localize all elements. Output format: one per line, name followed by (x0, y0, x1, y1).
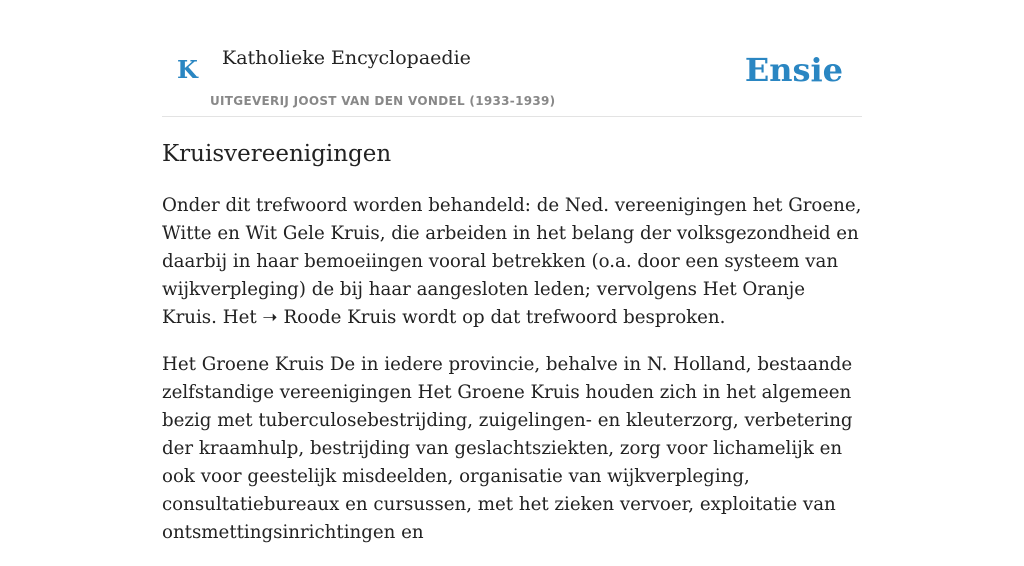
encyclopedia-logo[interactable]: K (177, 55, 198, 84)
entry-body (162, 192, 862, 566)
encyclopedia-title[interactable]: Katholieke Encyclopaedie (222, 47, 471, 69)
entry-paragraph: Onder dit trefwoord worden behandeld: de Ned. vereenigingen het Groene, Witte en Wit Gele Kruis, die arbeiden in het belang der volksgezondheid en daarbij in haar bemoeiingen vooral betrekken (o.a. door een systeem van wijkverpleging) de bij haar aangesloten leden; vervolgens Het Oranje Kruis. Het ➝ Roode Kruis wordt op dat trefwoord besproken. (162, 195, 862, 328)
entry-paragraph: Het Groene Kruis De in iedere provincie, behalve in N. Holland, bestaande zelfstandige vereenigingen Het Groene Kruis houden zich in het algemeen bezig met tuberculosebestrijding, zuigelingen- en kleuterzorg, verbetering der kraamhulp, bestrijding van geslachtsziekten, zorg voor lichamelijk en ook voor geestelijk misdeelden, organisatie van wijkverpleging, consultatiebureaux en cursussen, met het zieken vervoer, exploitatie van ontsmettingsinrichtingen en (162, 354, 853, 543)
ensie-logo[interactable]: Ensie (744, 51, 843, 89)
publisher-label: UITGEVERIJ JOOST VAN DEN VONDEL (1933-1939) (210, 94, 556, 108)
page (162, 0, 862, 543)
site-header (162, 0, 862, 117)
entry-title: Kruisvereenigingen (162, 141, 392, 167)
